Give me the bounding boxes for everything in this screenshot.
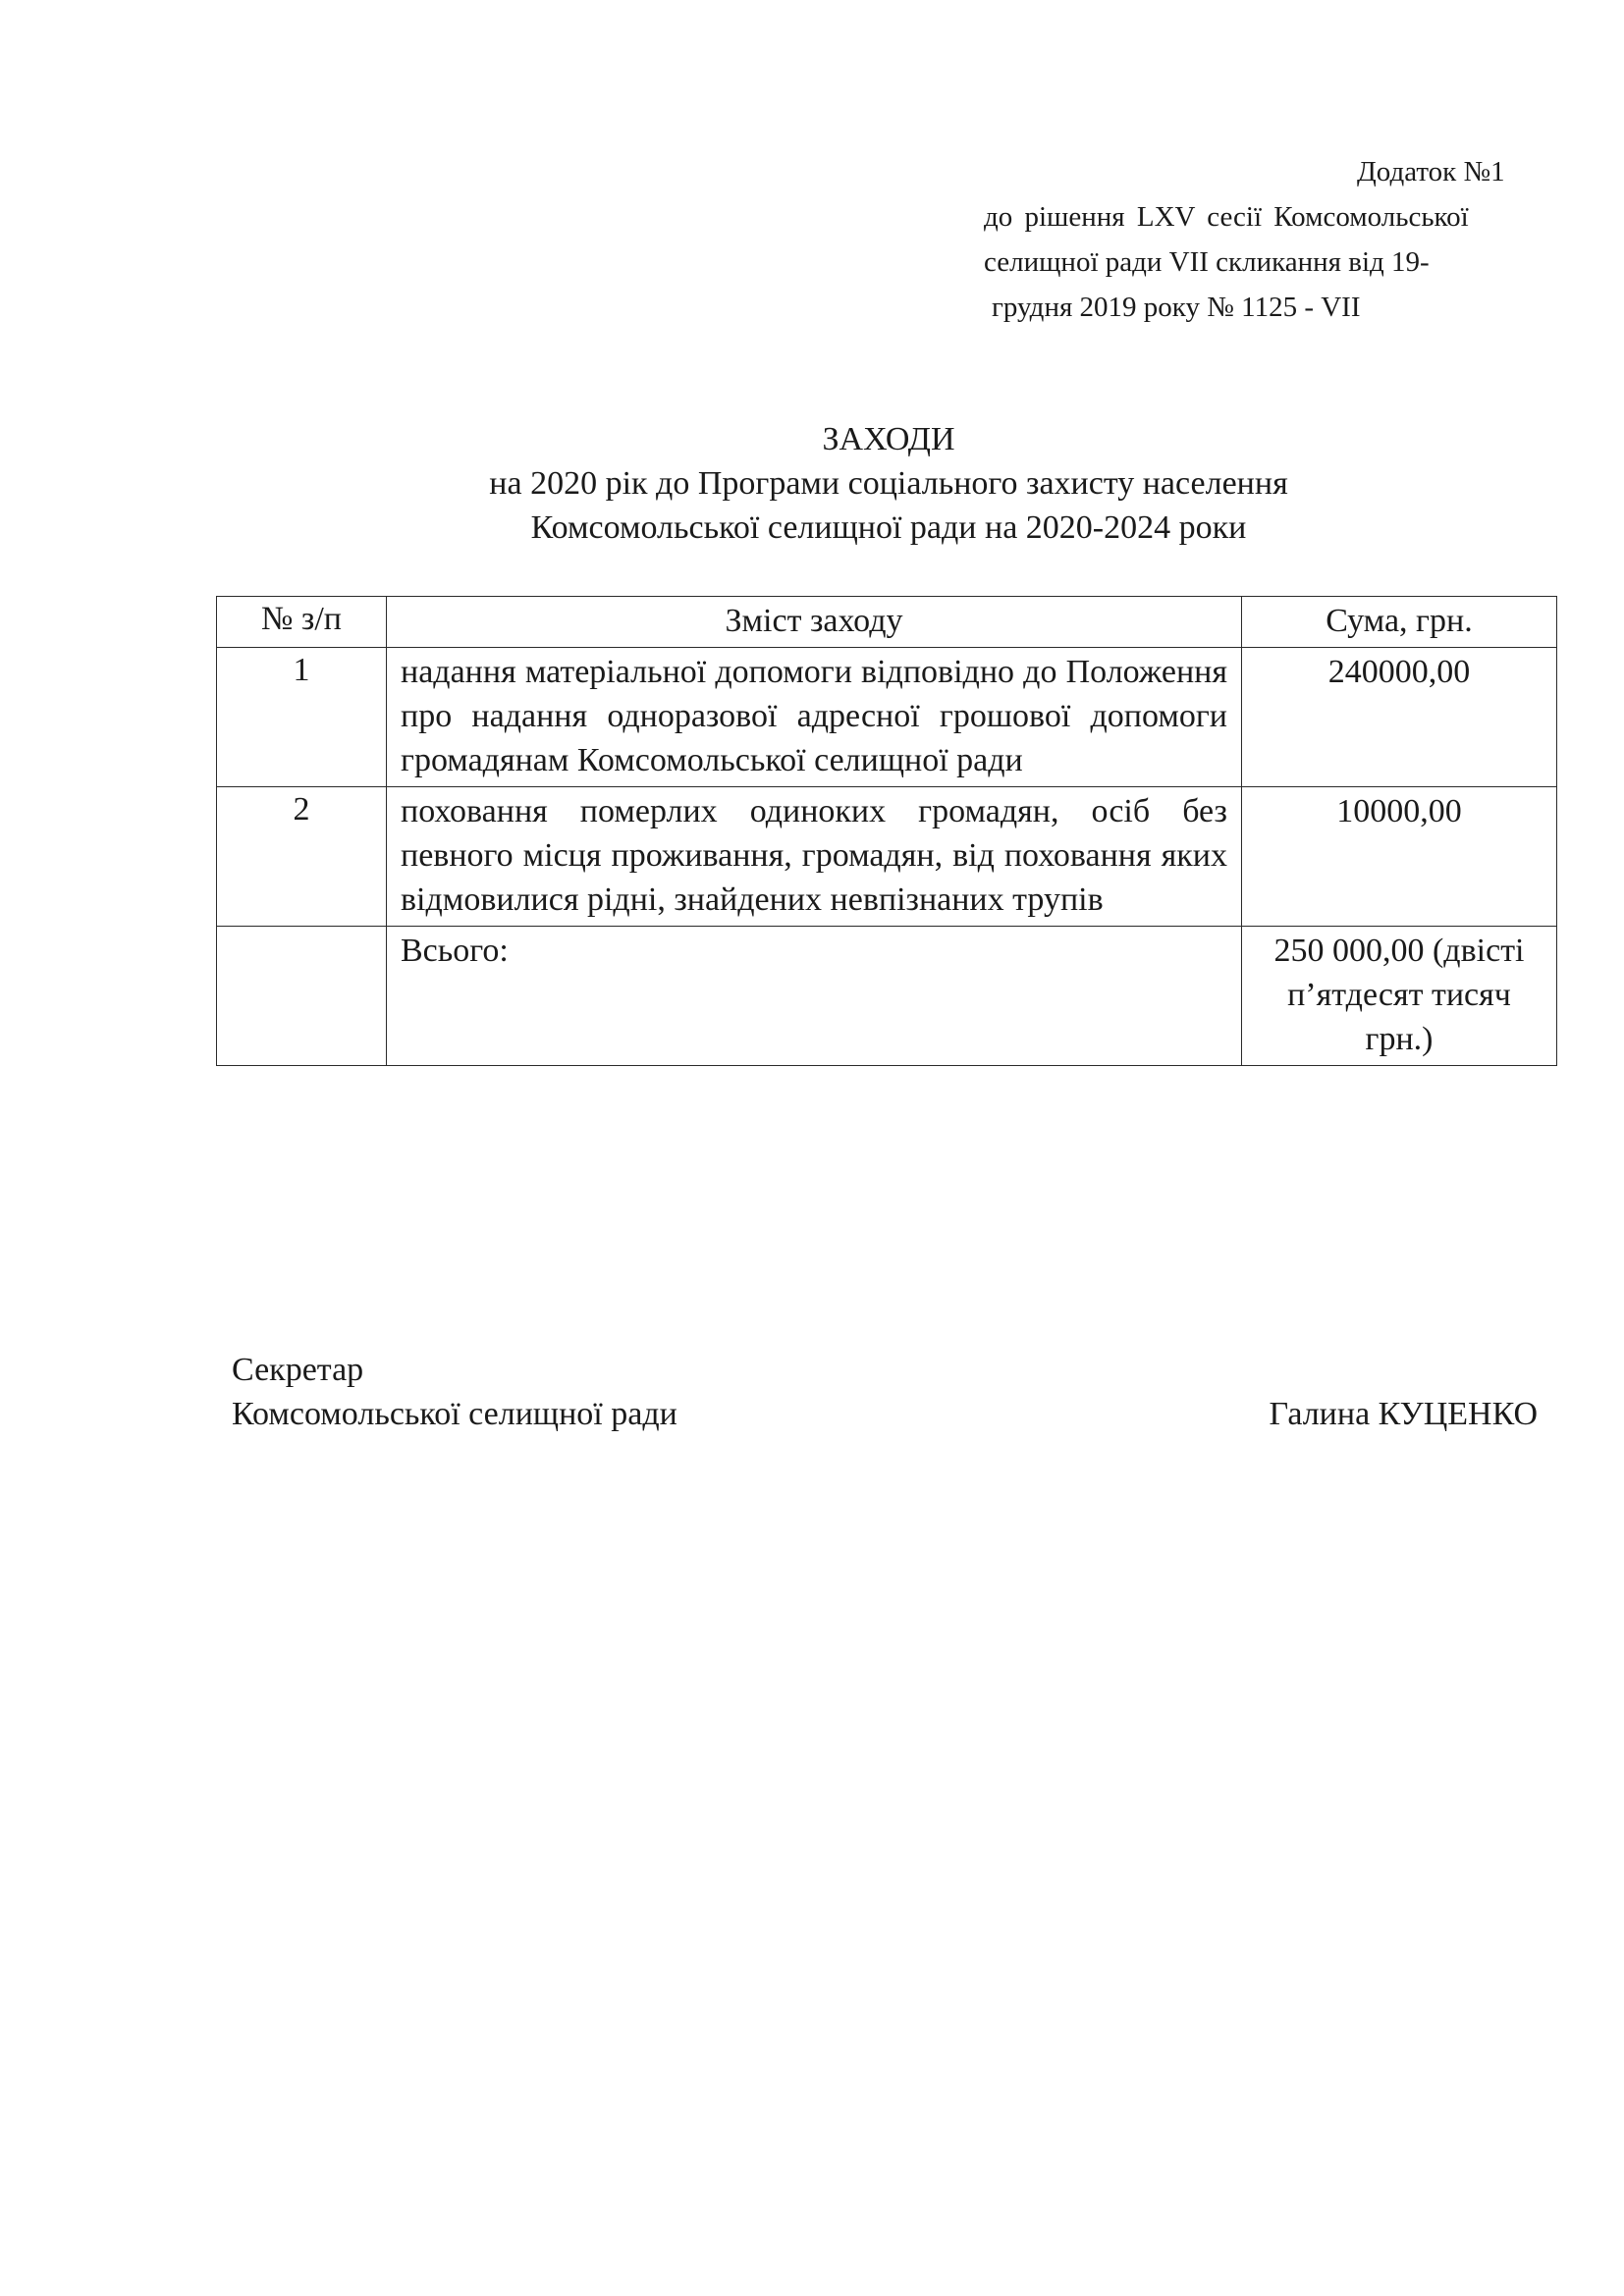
annex-line-1: Додаток №1 [1357,156,1505,187]
row-number: 1 [217,648,387,787]
document-subtitle-1: на 2020 рік до Програми соціального захисту населення [489,465,1288,502]
total-label: Всього: [387,927,1242,1066]
document-title: ЗАХОДИ [822,421,955,457]
signature-block [232,1348,1538,1436]
table-header-row [217,597,1557,648]
signature-name: Галина КУЦЕНКО [1269,1396,1538,1432]
row-number: 2 [217,787,387,927]
measures-table [216,596,1557,1066]
row-content: надання матеріальної допомоги відповідно до Положення про надання одноразової адресної грошової допомоги громадянам Комсомольської селищної ради [387,648,1242,787]
annex-line-3: селищної ради VII скликання від 19- [984,246,1430,278]
annex-note [984,149,1573,330]
signature-organization: Комсомольської селищної ради [232,1396,677,1432]
row-content: поховання померлих одиноких громадян, осіб без певного місця проживання, громадян, від поховання яких відмовилися рідні, знайдених невпізнаних трупів [387,787,1242,927]
table-total-row [217,927,1557,1066]
table-row [217,787,1557,927]
signature-position: Секретар [232,1352,364,1388]
document-subtitle-2: Комсомольської селищної ради на 2020-2024 роки [530,509,1247,546]
total-number-cell [217,927,387,1066]
document-heading [216,417,1561,550]
table-row [217,648,1557,787]
row-sum: 240000,00 [1242,648,1557,787]
annex-line-4: грудня 2019 року № 1125 - VII [992,292,1361,323]
header-number: № з/п [217,597,387,648]
annex-line-2: до рішення LXV сесії Комсомольської [984,201,1469,233]
row-sum: 10000,00 [1242,787,1557,927]
header-sum: Сума, грн. [1242,597,1557,648]
header-content: Зміст заходу [387,597,1242,648]
total-sum: 250 000,00 (двісті п’ятдесят тисяч грн.) [1242,927,1557,1066]
